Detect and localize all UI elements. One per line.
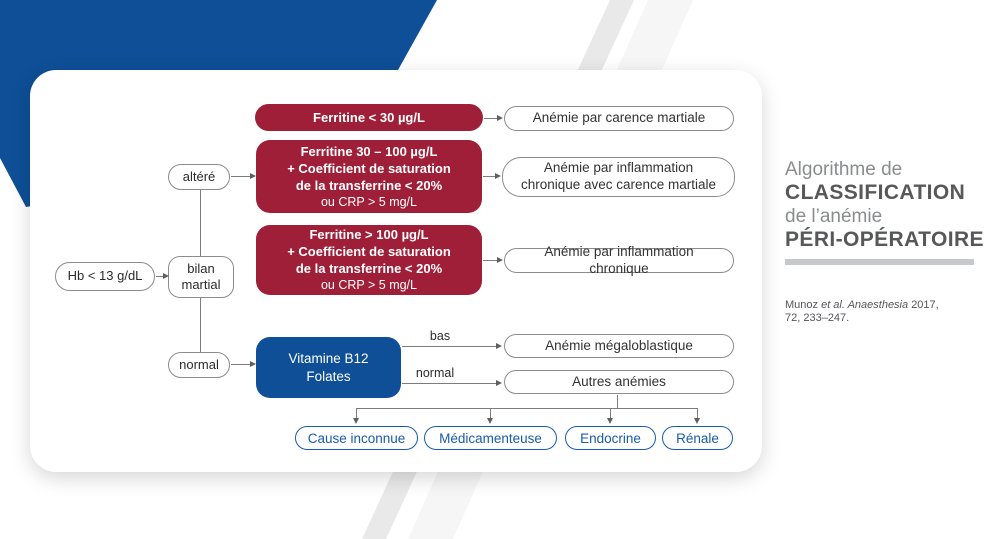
red-box-ferritine-mid (256, 140, 482, 213)
edge-label-bas (415, 329, 465, 343)
node-normal (168, 352, 230, 378)
cause-inconnue-label: Cause inconnue (307, 430, 406, 446)
node-altere-label: altéré (182, 168, 216, 184)
connector-bilan-normal (200, 298, 201, 352)
edge-label-bas-text: bas (429, 329, 451, 343)
title-line-4: PÉRI-OPÉRATOIRE (785, 228, 984, 251)
outcome-autres-anemies-label: Autres anémies (572, 373, 666, 389)
edge-label-normal-text: normal (415, 366, 455, 380)
b12-line2: Folates (306, 368, 351, 384)
node-hb-threshold-label: Hb < 13 g/dL (67, 268, 143, 284)
citation-year: 2017, (911, 299, 939, 311)
connector-altere-bilan (200, 190, 201, 256)
connector-b12-bas (402, 346, 497, 347)
outcome-inflammation-chronique (504, 243, 734, 276)
outcome-inflammation-chronique-label: Anémie par inflammation chronique (544, 243, 694, 276)
medicamenteuse-label: Médicamenteuse (439, 430, 542, 446)
node-altere (168, 164, 230, 190)
connector-normal-b12 (231, 364, 251, 365)
connector-red1-outcome1 (484, 118, 498, 119)
node-hb-threshold (55, 262, 155, 291)
bilan-martial-line2: martial (181, 277, 221, 292)
arrowhead-b12-normal (496, 380, 502, 386)
arrowhead-normal-b12 (250, 361, 256, 367)
endocrine-label: Endocrine (580, 430, 641, 446)
ferritine-mid-line3: de la transferrine < 20% (295, 177, 443, 193)
arrowhead-b12-bas (496, 343, 502, 349)
b12-line1: Vitamine B12 (288, 350, 369, 366)
ferritine-high-line3: de la transferrine < 20% (295, 261, 443, 276)
blue-box-vitamine-b12 (256, 337, 401, 398)
ferritine-mid-line1: Ferritine 30 – 100 µg/L (300, 143, 438, 159)
renale-pill (662, 426, 733, 450)
node-bilan-martial (168, 256, 234, 298)
medicamenteuse-pill (424, 426, 557, 450)
red-box-ferritine-low (255, 104, 483, 131)
connector-altere-red2 (231, 176, 251, 177)
renale-label: Rénale (676, 430, 719, 446)
arrowhead-altere-red2 (250, 173, 256, 179)
connector-autres-branch (617, 395, 618, 408)
outcome-carence-martiale (504, 106, 734, 131)
ferritine-low-text: Ferritine < 30 µg/L (313, 110, 425, 125)
arrowhead-red1-outcome1 (497, 115, 503, 121)
arrowhead-renale (694, 418, 700, 424)
node-normal-label: normal (179, 356, 219, 372)
flowchart-card (30, 70, 762, 472)
ferritine-mid-line2: + Coefficient de saturation (287, 160, 451, 176)
citation-pages: 72, 233–247. (785, 311, 850, 324)
title-underline-bar (785, 259, 974, 265)
citation-author: Munoz (785, 299, 822, 311)
ferritine-high-line4: ou CRP > 5 mg/L (320, 278, 417, 292)
arrowhead-endocrine (607, 418, 613, 424)
ferritine-mid-line4: ou CRP > 5 mg/L (320, 194, 417, 209)
edge-label-normal (405, 366, 465, 380)
title-panel (785, 158, 990, 324)
arrowhead-medicamenteuse (487, 418, 493, 424)
outcome-megaloblastique (504, 334, 734, 358)
connector-b12-normal (402, 383, 497, 384)
cause-inconnue-pill (295, 426, 418, 450)
bilan-martial-line1: bilan (187, 260, 215, 276)
title-line-3: de l’anémie (785, 206, 883, 227)
arrowhead-hb-bilan (163, 273, 169, 279)
outcome-inflammation-carence (502, 157, 735, 197)
citation (785, 299, 990, 324)
branch-horizontal-line (356, 408, 697, 409)
connector-red3-outcome3 (483, 260, 498, 261)
arrowhead-red2-outcome2 (495, 173, 501, 179)
outcome-autres-anemies (504, 370, 734, 394)
red-box-ferritine-high (256, 225, 482, 295)
title-line-2: CLASSIFICATION (785, 181, 966, 204)
endocrine-pill (565, 426, 656, 450)
arrowhead-cause-inconnue (353, 418, 359, 424)
title-line-1: Algorithme de (785, 159, 903, 180)
arrowhead-red3-outcome3 (497, 257, 503, 263)
citation-source-italic: et al. Anaesthesia (821, 299, 912, 311)
ferritine-high-line1: Ferritine > 100 µg/L (309, 227, 429, 242)
ferritine-high-line2: + Coefficient de saturation (287, 244, 451, 259)
outcome-inflammation-carence-label: Anémie par inflammation chronique avec carence martiale (520, 160, 717, 192)
outcome-carence-martiale-label: Anémie par carence martiale (532, 110, 706, 126)
outcome-megaloblastique-label: Anémie mégaloblastique (545, 337, 693, 353)
